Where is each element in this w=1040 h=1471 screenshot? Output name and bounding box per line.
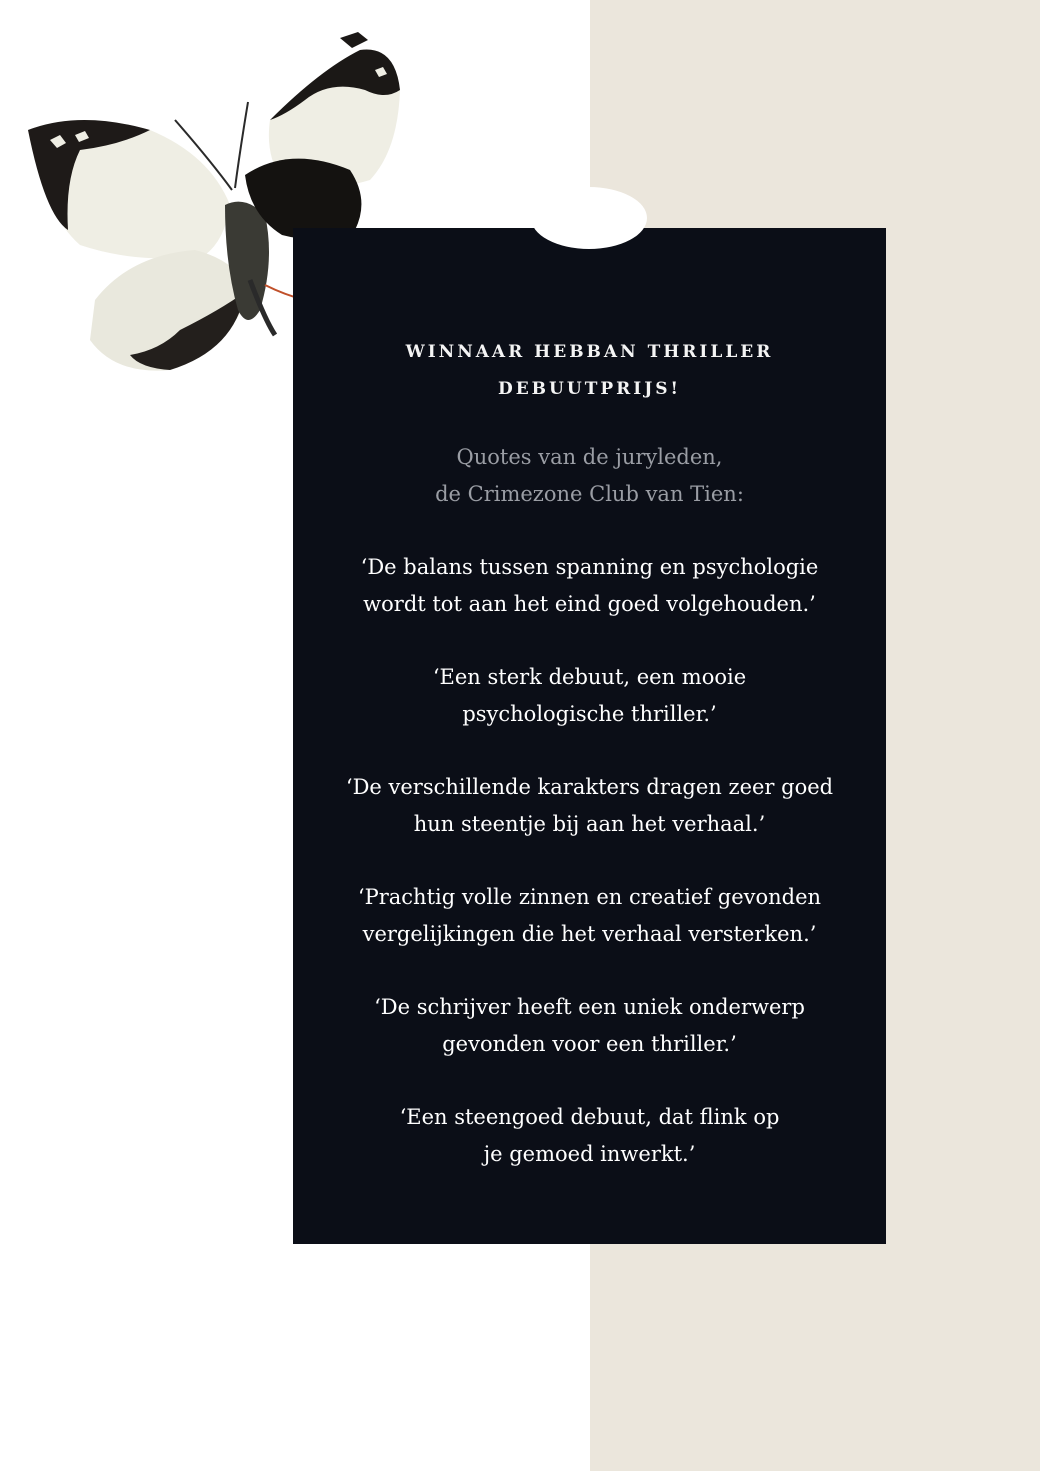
jury-quote bbox=[293, 549, 886, 623]
quote-line: ‘Prachtig volle zinnen en creatief gevonden bbox=[357, 885, 822, 909]
quote-line: ‘Een sterk debuut, een mooie bbox=[432, 665, 747, 689]
quote-line: vergelijkingen die het verhaal versterken.’ bbox=[362, 922, 817, 946]
quote-line: ‘Een steengoed debuut, dat flink op bbox=[399, 1105, 780, 1129]
quote-card bbox=[293, 228, 886, 1244]
jury-quote bbox=[293, 879, 886, 953]
quote-line: wordt tot aan het eind goed volgehouden.’ bbox=[363, 592, 816, 616]
jury-quote bbox=[293, 769, 886, 843]
quote-line: ‘De balans tussen spanning en psychologie bbox=[360, 555, 819, 579]
jury-quote bbox=[293, 1099, 886, 1173]
card-notch bbox=[531, 187, 647, 249]
jury-intro bbox=[293, 439, 886, 513]
quote-line: je gemoed inwerkt.’ bbox=[483, 1142, 696, 1166]
jury-intro-line: de Crimezone Club van Tien: bbox=[435, 482, 744, 506]
jury-quote bbox=[293, 659, 886, 733]
award-heading: WINNAAR HEBBAN THRILLER DEBUUTPRIJS! bbox=[405, 342, 774, 399]
quote-line: psychologische thriller.’ bbox=[462, 702, 717, 726]
quote-line: hun steentje bij aan het verhaal.’ bbox=[413, 812, 766, 836]
quote-line: ‘De schrijver heeft een uniek onderwerp bbox=[374, 995, 805, 1019]
jury-intro-line: Quotes van de juryleden, bbox=[456, 445, 723, 469]
jury-quote bbox=[293, 989, 886, 1063]
quote-line: ‘De verschillende karakters dragen zeer goed bbox=[345, 775, 834, 799]
quote-line: gevonden voor een thriller.’ bbox=[442, 1032, 737, 1056]
